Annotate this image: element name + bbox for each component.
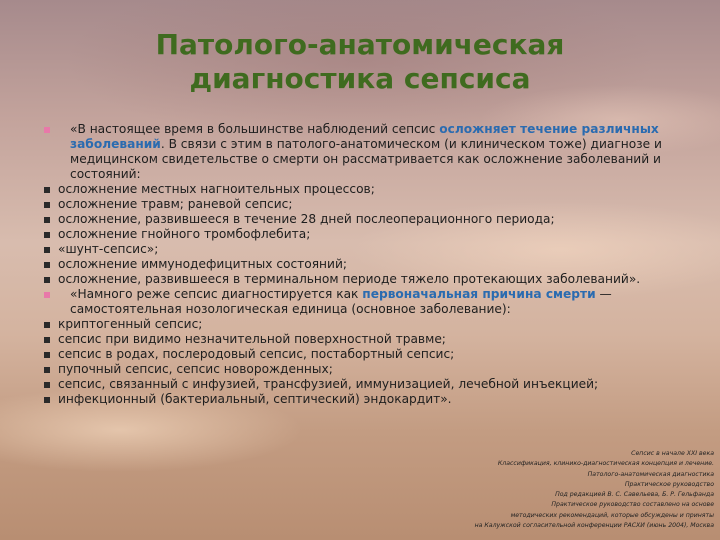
pink-square-bullet-icon: [44, 127, 50, 133]
paragraph-1-highlight: осложняет течение различных заболеваний: [70, 122, 659, 151]
citation-line: на Калужской согласительной конференции РАСХИ (июнь 2004), Москва: [474, 522, 714, 530]
square-bullet-icon: [44, 397, 50, 403]
paragraph-2-text-after: — самостоятельная нозологическая единица (основное заболевание):: [70, 287, 612, 316]
list-item: [44, 332, 684, 347]
list-item: [44, 317, 684, 332]
list-item-text: осложнение местных нагноительных процессов;: [58, 182, 375, 196]
list-item: [44, 377, 684, 392]
square-bullet-icon: [44, 382, 50, 388]
square-bullet-icon: [44, 352, 50, 358]
list-item-text: сепсис в родах, послеродовый сепсис, постабортный сепсис;: [58, 347, 455, 361]
list-item-text: сепсис при видимо незначительной поверхностной травме;: [58, 332, 446, 346]
citation-line: Патолого-анатомическая диагностика: [587, 470, 714, 478]
paragraph-primary-cause: [44, 287, 684, 317]
pink-square-bullet-icon: [44, 292, 50, 298]
paragraph-complication: [44, 122, 684, 182]
list-item-text: осложнение гнойного тромбофлебита;: [58, 227, 311, 241]
list-item: [44, 242, 684, 257]
square-bullet-icon: [44, 202, 50, 208]
list-item: [44, 257, 684, 272]
square-bullet-icon: [44, 187, 50, 193]
list-item: [44, 392, 684, 407]
list-item: [44, 182, 684, 197]
primary-cause-list: [44, 317, 684, 407]
citation-line: Под редакцией В. С. Савельева, Б. Р. Гельфанда: [555, 491, 714, 499]
list-item-text: осложнение, развившееся в течение 28 дней послеоперационного периода;: [58, 212, 555, 226]
list-item-text: криптогенный сепсис;: [58, 317, 203, 331]
square-bullet-icon: [44, 337, 50, 343]
list-item-text: осложнение травм; раневой сепсис;: [58, 197, 293, 211]
list-item-text: «шунт-сепсис»;: [58, 242, 159, 256]
list-item: [44, 212, 684, 227]
citation-line: Классификация, клинико-диагностическая концепция и лечение.: [497, 460, 714, 468]
list-item-text: инфекционный (бактериальный, септический) эндокардит».: [58, 392, 452, 406]
citation-line: Сепсис в начале XXI века: [631, 450, 714, 457]
paragraph-2-highlight: первоначальная причина смерти: [362, 287, 596, 301]
source-citation: [414, 449, 714, 531]
paragraph-1-text-after: . В связи с этим в патолого-анатомическом (и клиническом тоже) диагнозе и медицинском свидетельстве о смерти он рассматривается как осложнение заболеваний и состояний:: [70, 137, 662, 181]
paragraph-2-text-before: «Намного реже сепсис диагностируется как: [70, 287, 363, 301]
square-bullet-icon: [44, 247, 50, 253]
list-item: [44, 227, 684, 242]
list-item: [44, 347, 684, 362]
square-bullet-icon: [44, 262, 50, 268]
square-bullet-icon: [44, 367, 50, 373]
list-item-text: сепсис, связанный с инфузией, трансфузией, иммунизацией, лечебной инъекцией;: [58, 377, 599, 391]
square-bullet-icon: [44, 277, 50, 283]
complication-list: [44, 182, 684, 287]
list-item: [44, 362, 684, 377]
slide-title: [0, 28, 720, 95]
title-line-1: Патолого-анатомическая: [155, 28, 565, 61]
list-item-text: пупочный сепсис, сепсис новорожденных;: [58, 362, 333, 376]
citation-line: Практическое руководство составлено на основе: [551, 501, 714, 509]
list-item-text: осложнение, развившееся в терминальном периоде тяжело протекающих заболеваний».: [58, 272, 641, 286]
list-item: [44, 272, 684, 287]
list-item: [44, 197, 684, 212]
list-item-text: осложнение иммунодефицитных состояний;: [58, 257, 347, 271]
citation-line: методических рекомендаций, которые обсуждены и приняты: [510, 511, 714, 519]
paragraph-1-text-before: «В настоящее время в большинстве наблюдений сепсис: [70, 122, 440, 136]
title-line-2: диагностика сепсиса: [189, 61, 531, 95]
citation-line: Практическое руководство: [624, 480, 714, 488]
square-bullet-icon: [44, 232, 50, 238]
square-bullet-icon: [44, 322, 50, 328]
square-bullet-icon: [44, 217, 50, 223]
slide-body: [44, 122, 684, 407]
